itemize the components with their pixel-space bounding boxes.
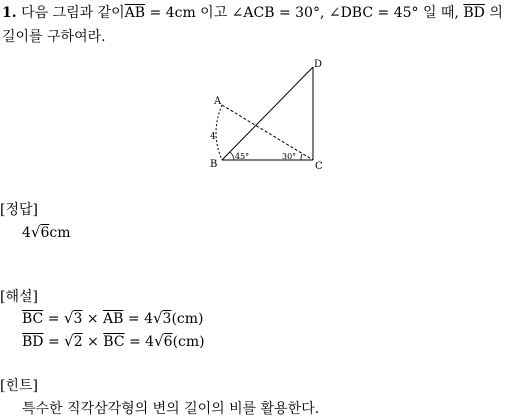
angle-c-label: 30° (282, 152, 297, 161)
answer-radical: √6 (30, 223, 50, 241)
angle-b-arc (230, 152, 234, 160)
explanation-eq1: $\overline{BC} = √3 \times \overline{AB} = 4√3(cm)$ (22, 309, 204, 327)
eq1-radical-2: √3 (152, 309, 172, 327)
label-a: A (214, 96, 222, 107)
explanation-eq2: $\overline{BD} = √2 \times \overline{BC} = 4√6(cm)$ (22, 332, 205, 350)
segment-ab-arc (216, 105, 222, 160)
segment-ab: $\overline{AB}$ (124, 5, 146, 21)
geometry-figure (200, 55, 340, 175)
hint-text: 특수한 직각삼각형의 변의 길이의 비를 활용한다. (22, 401, 320, 417)
eq2-radical-2: √6 (154, 332, 173, 350)
eq2-radical: √2 (64, 332, 83, 350)
label-c: C (315, 161, 323, 172)
answer-unit: cm (49, 225, 71, 241)
problem-text-b: = 4cm 이고 ∠ACB = 30°, ∠DBC = 45° 일 때, (145, 5, 459, 21)
explanation-heading: [해설] (0, 289, 38, 305)
label-d: D (314, 59, 323, 70)
answer-value (22, 223, 71, 241)
problem-number: 1. (2, 5, 17, 21)
problem-line-2: 길이를 구하여라. (2, 29, 106, 45)
answer-coef: 4 (22, 225, 31, 241)
eq1-radical: √3 (63, 309, 83, 327)
angle-c-arc (301, 154, 302, 160)
problem-text-c: 의 (484, 5, 503, 21)
label-b: B (210, 159, 218, 170)
angle-b-label: 45° (235, 152, 250, 161)
eq2-seg: $\overline{BC}$ (103, 334, 125, 350)
eq1-lhs: $\overline{BC}$ (22, 311, 44, 327)
problem-line-1 (2, 2, 503, 22)
hint-heading: [힌트] (0, 378, 38, 394)
eq2-lhs: $\overline{BD}$ (22, 334, 44, 350)
problem-text-a: 다음 그림과 같이 (21, 5, 125, 21)
eq1-seg: $\overline{AB}$ (103, 311, 124, 327)
length-label: 4 (210, 132, 216, 142)
answer-heading: [정답] (0, 202, 38, 218)
segment-bd: $\overline{BD}$ (463, 5, 485, 21)
